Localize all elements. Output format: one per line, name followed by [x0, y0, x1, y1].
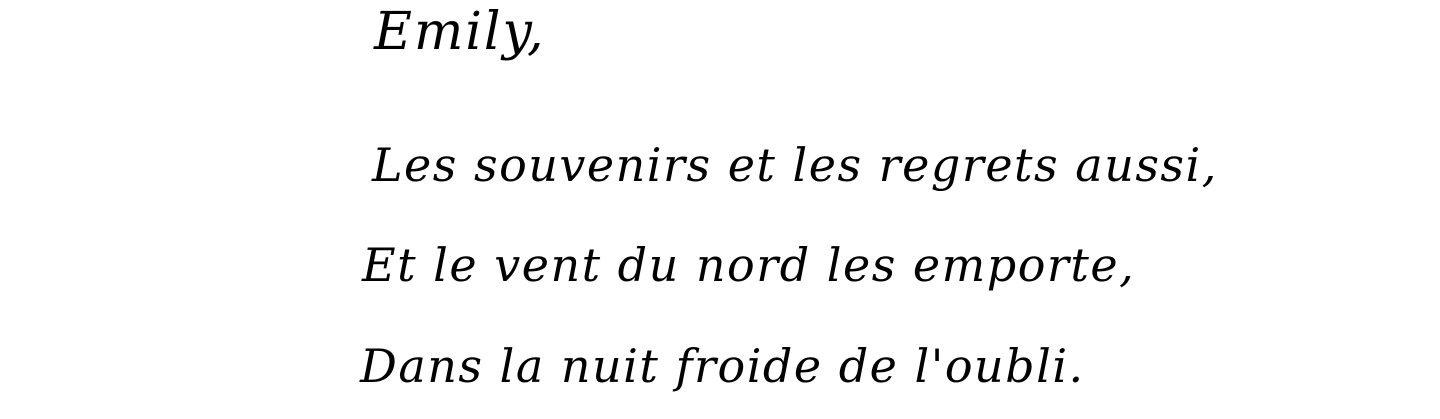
verse-line-2: Et le vent du nord les emporte,: [362, 238, 1136, 292]
handwritten-note: [360, 0, 1218, 419]
salutation: Emily,: [374, 2, 546, 62]
verse-line-1: Les souvenirs et les regrets aussi,: [372, 138, 1218, 192]
verse-line-3: Dans la nuit froide de l'oubli.: [360, 339, 1085, 393]
